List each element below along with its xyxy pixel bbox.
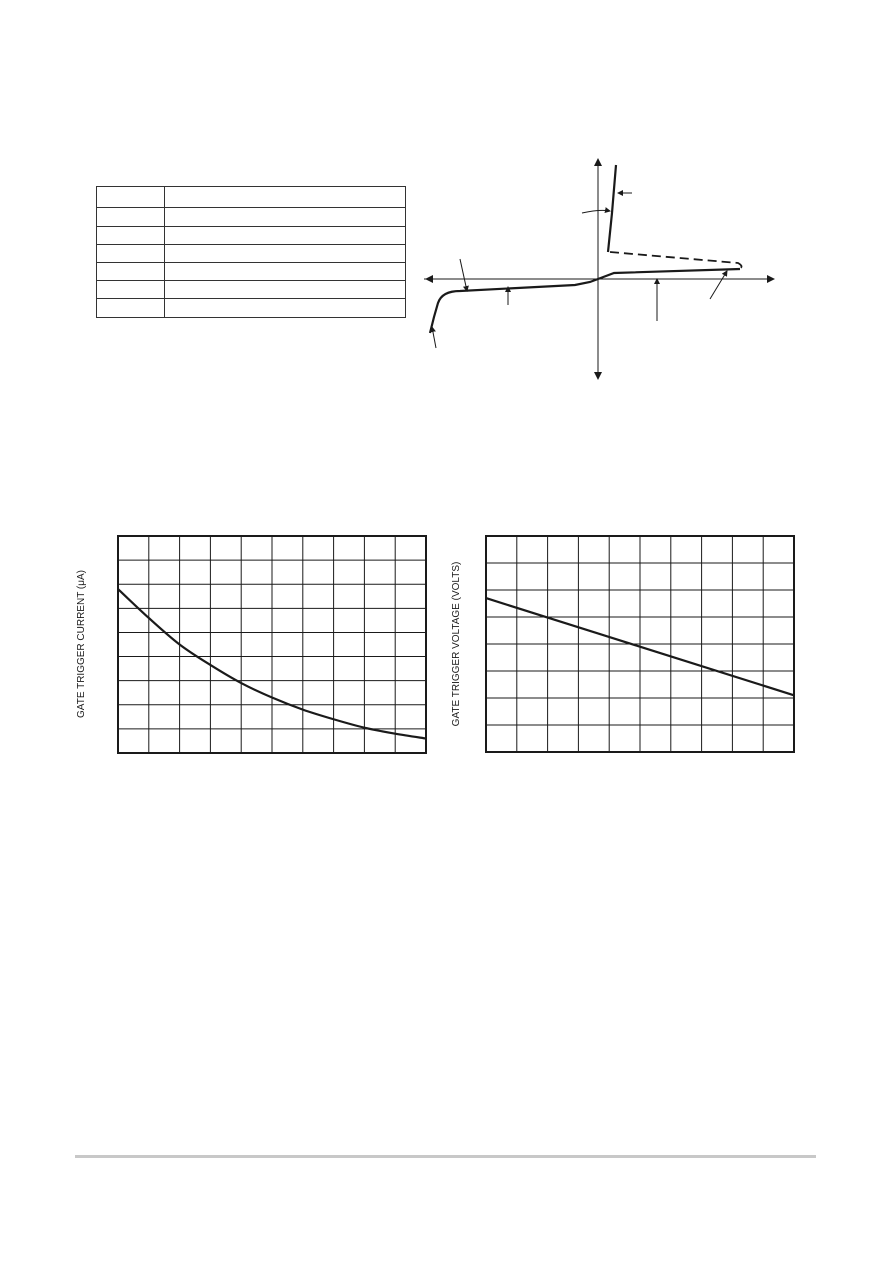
chart-grid (486, 536, 794, 752)
holding-point-arrow (710, 271, 727, 299)
gate-trigger-current-chart (72, 530, 432, 760)
breakover-knee-arrow (460, 259, 467, 291)
y-axis-label: GATE TRIGGER VOLTAGE (VOLTS) (451, 561, 462, 727)
on-state-branch (608, 165, 616, 252)
symbol-table (97, 187, 406, 318)
switching-path (610, 252, 742, 269)
chart-grid (118, 536, 426, 753)
iv-characteristic-diagram (420, 155, 780, 385)
symbol-table-frame (97, 187, 406, 318)
reverse-breakdown-arrow (432, 327, 436, 348)
y-axis-label: GATE TRIGGER CURRENT (μA) (76, 570, 87, 718)
gate-trigger-voltage-chart (440, 530, 800, 760)
on-state-leader-arrow (582, 210, 610, 213)
footer-rule (75, 1155, 816, 1158)
